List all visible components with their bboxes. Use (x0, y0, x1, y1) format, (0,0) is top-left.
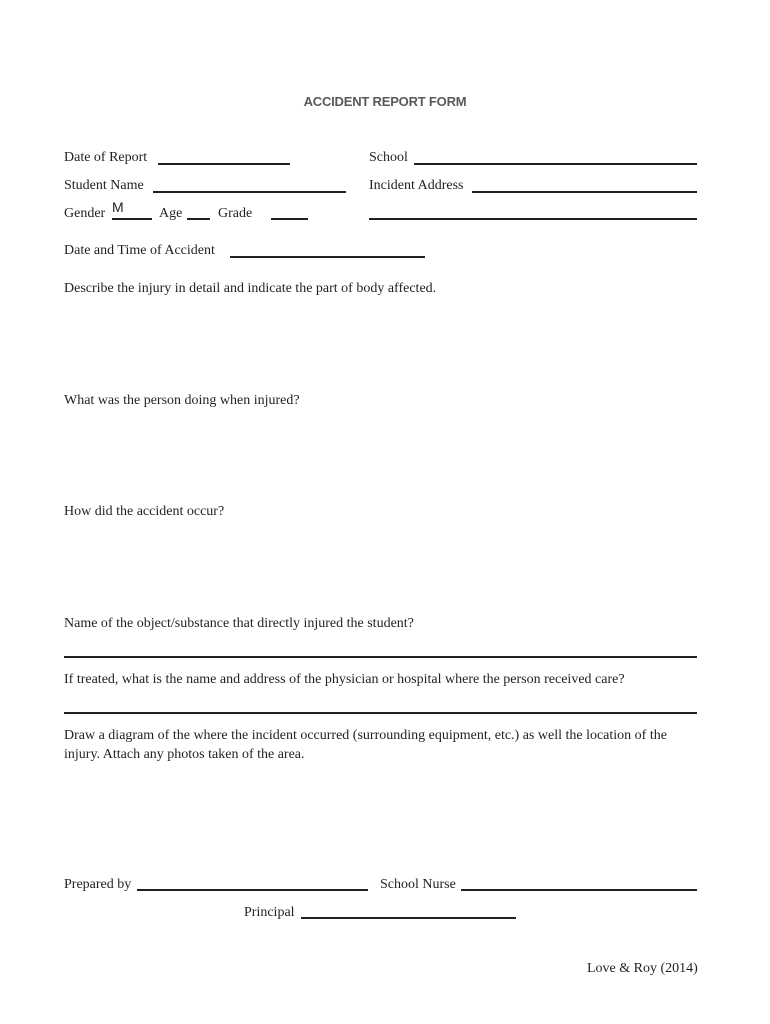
school-field[interactable] (414, 163, 697, 165)
prepared-by-label: Prepared by (64, 877, 132, 892)
grade-field[interactable] (271, 218, 308, 220)
date-time-accident-label: Date and Time of Accident (64, 243, 215, 258)
gender-field[interactable] (112, 218, 152, 220)
principal-label: Principal (244, 905, 295, 920)
school-nurse-field[interactable] (461, 889, 697, 891)
school-nurse-label: School Nurse (380, 877, 456, 892)
object-substance-question: Name of the object/substance that directly injured the student? (64, 616, 414, 631)
person-doing-question: What was the person doing when injured? (64, 393, 300, 408)
date-of-report-field[interactable] (158, 163, 290, 165)
object-substance-field[interactable] (64, 656, 697, 658)
school-label: School (369, 150, 408, 165)
incident-address-field[interactable] (472, 191, 697, 193)
age-label: Age (159, 206, 183, 221)
age-field[interactable] (187, 218, 210, 220)
date-of-report-label: Date of Report (64, 150, 148, 165)
date-time-accident-field[interactable] (230, 256, 425, 258)
footer-credit: Love & Roy (2014) (587, 961, 698, 976)
incident-address-label: Incident Address (369, 178, 464, 193)
how-occur-question: How did the accident occur? (64, 504, 225, 519)
form-title: ACCIDENT REPORT FORM (303, 94, 467, 109)
prepared-by-field[interactable] (137, 889, 368, 891)
grade-label: Grade (218, 206, 253, 221)
describe-injury-question: Describe the injury in detail and indicate the part of body affected. (64, 281, 437, 296)
student-name-field[interactable] (153, 191, 346, 193)
physician-hospital-question: If treated, what is the name and address of the physician or hospital where the person received care? (64, 672, 625, 687)
physician-hospital-field[interactable] (64, 712, 697, 714)
incident-address-line2-field[interactable] (369, 218, 697, 220)
gender-label: Gender (64, 206, 106, 221)
diagram-instruction: Draw a diagram of the where the incident occurred (surrounding equipment, etc.) as well the location of the injury. Attach any photos taken of the area. (64, 728, 667, 762)
student-name-label: Student Name (64, 178, 144, 193)
gender-value: M (112, 199, 124, 215)
principal-field[interactable] (301, 917, 516, 919)
